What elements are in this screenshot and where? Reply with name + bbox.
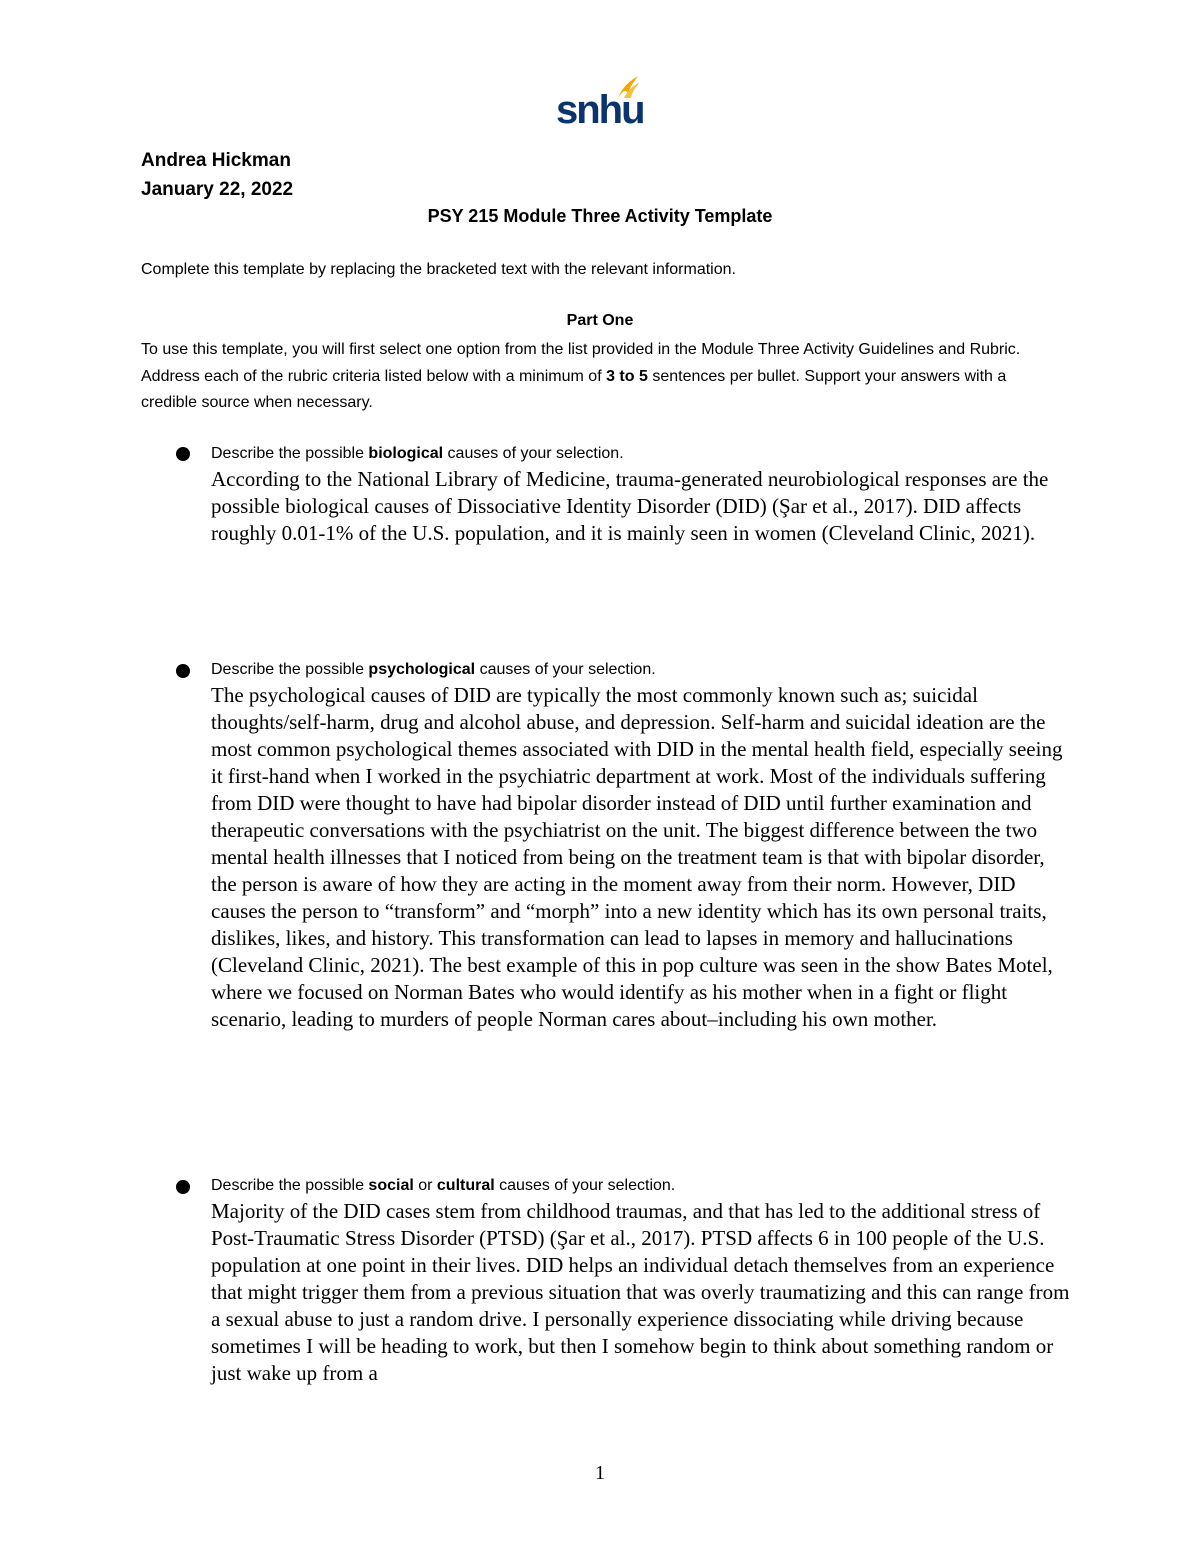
part-one-heading: Part One: [566, 312, 634, 329]
page-number: 1: [595, 1462, 605, 1484]
intro-text-end: sentences per bullet. Support your answers with a credible source when necessary.: [141, 367, 1007, 411]
logo-wordmark: snhu: [556, 88, 644, 132]
author-name: Andrea Hickman: [141, 150, 291, 171]
prompt-bold-text-2: cultural: [436, 1177, 495, 1194]
answer-psychological: The psychological causes of DID are typically the most commonly known such as; suicidal thoughts/self-harm, drug and alcohol abuse, and depression. Self-harm and suicidal ideation are the most common psychological themes associated with DID in the mental health field, especially seeing it first-hand when I worked in the psychiatric department at work. Most of the individuals suffering from DID were thought to have had bipolar disorder instead of DID until further examination and therapeutic conversations with the psychiatrist on the unit. The biggest difference between the two mental health illnesses that I noticed from being on the treatment team is that with bipolar disorder, the person is aware of how they are acting in the moment away from their norm. However, DID causes the person to “transform” and “morph” into a new identity which has its own personal traits, dislikes, likes, and history. This transformation can lead to lapses in memory and hallucinations (Cleveland Clinic, 2021). The best example of this in pop culture was seen in the show Bates Motel, where we focused on Norman Bates who would identify as his mother when in a fight or flight scenario, leading to murders of people Norman cares about–including his own mother.: [211, 683, 1063, 1031]
intro-bold-text: 3 to 5: [606, 367, 648, 385]
prompt-bold-text: psychological: [368, 661, 476, 678]
answer-social-cultural: Majority of the DID cases stem from childhood traumas, and that has led to the additional stress of Post-Traumatic Stress Disorder (PTSD) (Şar et al., 2017). PTSD affects 6 in 100 people of the U.S. population at one point in their lives. DID helps an individual detach themselves from an experience that might trigger them from a previous situation that was overly traumatizing and this can range from a sexual abuse to just a random drive. I personally experience dissociating while driving because sometimes I will be heading to work, but then I somehow begin to think about something random or just wake up from a: [211, 1199, 1070, 1385]
answer-biological: According to the National Library of Medicine, trauma-generated neurobiological responses are the possible biological causes of Dissociative Identity Disorder (DID) (Şar et al., 2017). DID affects roughly 0.01-1% of the U.S. population, and it is mainly seen in women (Cleveland Clinic, 2021).: [211, 467, 1049, 545]
intro-text: To use this template, you will first select one option from the list provided in the Module Three Activity Guidelines and Rubric. Address each of the rubric criteria listed below with a minimum of: [141, 341, 1021, 385]
instruction-text: Complete this template by replacing the bracketed text with the relevant information.: [141, 261, 736, 278]
part-one-intro: [141, 337, 1061, 417]
prompt-text: Describe the possible: [211, 445, 369, 462]
prompt-bold-text: biological: [368, 445, 444, 462]
prompt-text: Describe the possible: [211, 1177, 369, 1194]
prompt-text-mid: or: [413, 1177, 437, 1194]
prompt-bold-text: social: [368, 1177, 414, 1194]
bullet-icon: [176, 447, 190, 461]
prompt-text-end: causes of your selection.: [443, 445, 624, 462]
prompt-social-cultural: [211, 1175, 675, 1197]
prompt-text: Describe the possible: [211, 661, 369, 678]
document-title: PSY 215 Module Three Activity Template: [427, 206, 773, 226]
prompt-biological: [211, 443, 624, 465]
author-block: [141, 146, 293, 204]
document-date: January 22, 2022: [141, 179, 294, 200]
prompt-text-end: causes of your selection.: [494, 1177, 676, 1194]
bullet-icon: [176, 1180, 190, 1194]
prompt-psychological: [211, 659, 656, 681]
snhu-logo: [556, 74, 644, 134]
prompt-text-end: causes of your selection.: [475, 661, 656, 678]
bullet-icon: [176, 664, 190, 678]
